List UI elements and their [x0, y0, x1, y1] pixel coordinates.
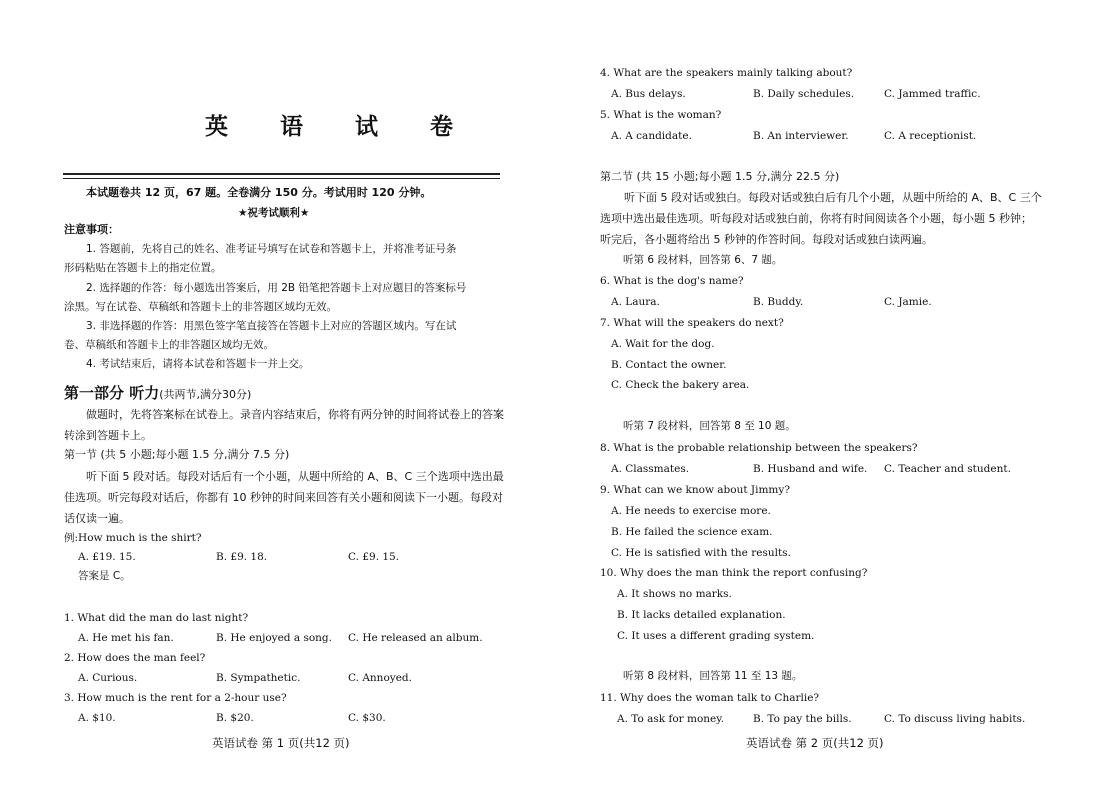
question-6-option-b: B. Buddy.	[753, 296, 804, 308]
title-rule-thin	[63, 178, 500, 179]
question-6-option-c: C. Jamie.	[884, 296, 932, 308]
question-2-option-a: A. Curious.	[78, 672, 138, 684]
question-8: 8. What is the probable relationship between the speakers?	[600, 442, 918, 454]
question-8-option-b: B. Husband and wife.	[753, 463, 868, 475]
question-7-option-b: B. Contact the owner.	[611, 359, 727, 371]
material-7-heading: 听第 7 段材料，回答第 8 至 10 题。	[623, 420, 796, 432]
question-5-option-a: A. A candidate.	[611, 130, 692, 142]
question-4-option-b: B. Daily schedules.	[753, 88, 855, 100]
question-1-option-a: A. He met his fan.	[78, 632, 174, 644]
exam-page-2	[560, 0, 1117, 800]
example-option-b: B. £9. 18.	[216, 551, 268, 563]
note-2-line-2: 涂黑。写在试卷、草稿纸和答题卡上的非答题区域均无效。	[64, 301, 337, 313]
question-7-option-c: C. Check the bakery area.	[611, 379, 750, 391]
question-11-option-a: A. To ask for money.	[617, 713, 725, 725]
question-11: 11. Why does the woman talk to Charlie?	[600, 692, 820, 704]
section-1-instructions: 听下面 5 段对话。每段对话后有一个小题，从题中所给的 A、B、C 三个选项中选出最佳选项。听完每段对话后，你都有 10 秒钟的时间来回答有关小题和阅读下一小题。每段对话仅读一遍。	[64, 470, 504, 525]
note-3-line-1: 3. 非选择题的作答：用黑色签字笔直接答在答题卡上对应的答题区域内。写在试	[86, 320, 457, 332]
question-9-option-c: C. He is satisfied with the results.	[611, 547, 791, 559]
question-5-option-c: C. A receptionist.	[884, 130, 977, 142]
question-3-option-c: C. $30.	[348, 712, 386, 724]
question-6-option-a: A. Laura.	[611, 296, 660, 308]
section-1-heading: 第一节 (共 5 小题;每小题 1.5 分,满分 7.5 分)	[64, 448, 290, 461]
part-1-subtitle: (共两节,满分30分)	[159, 388, 252, 401]
note-1-line-2: 形码粘贴在答题卡上的指定位置。	[64, 262, 222, 274]
example-option-a: A. £19. 15.	[78, 551, 136, 563]
question-10-option-c: C. It uses a different grading system.	[617, 630, 815, 642]
question-7-option-a: A. Wait for the dog.	[611, 338, 715, 350]
question-5-option-b: B. An interviewer.	[753, 130, 849, 142]
question-4: 4. What are the speakers mainly talking about?	[600, 67, 853, 79]
question-11-option-b: B. To pay the bills.	[753, 713, 852, 725]
notes-title: 注意事项：	[64, 223, 119, 236]
material-6-heading: 听第 6 段材料，回答第 6、7 题。	[623, 254, 783, 266]
material-8-heading: 听第 8 段材料，回答第 11 至 13 题。	[623, 670, 803, 682]
question-10-option-a: A. It shows no marks.	[617, 588, 732, 600]
exam-title: 英 语 试 卷	[205, 114, 476, 140]
question-4-option-a: A. Bus delays.	[611, 88, 686, 100]
example-question: 例:How much is the shirt?	[64, 532, 202, 544]
question-3: 3. How much is the rent for a 2-hour use?	[64, 692, 287, 704]
question-8-option-a: A. Classmates.	[611, 463, 690, 475]
question-10-option-b: B. It lacks detailed explanation.	[617, 609, 786, 621]
question-7: 7. What will the speakers do next?	[600, 317, 784, 329]
question-1-option-c: C. He released an album.	[348, 632, 483, 644]
good-luck-wish: ★祝考试顺利★	[238, 207, 310, 219]
question-1-option-b: B. He enjoyed a song.	[216, 632, 332, 644]
page-2-footer: 英语试卷 第 2 页(共12 页)	[746, 736, 884, 750]
title-rule-thick	[63, 173, 500, 175]
example-answer: 答案是 C。	[78, 570, 131, 582]
question-5: 5. What is the woman?	[600, 109, 722, 121]
part-1-heading	[64, 382, 251, 403]
question-2-option-b: B. Sympathetic.	[216, 672, 301, 684]
question-6: 6. What is the dog's name?	[600, 275, 744, 287]
question-2-option-c: C. Annoyed.	[348, 672, 412, 684]
note-1-line-1: 1. 答题前，先将自己的姓名、准考证号填写在试卷和答题卡上，并将准考证号条	[86, 243, 457, 255]
question-1: 1. What did the man do last night?	[64, 612, 249, 624]
question-9-option-a: A. He needs to exercise more.	[611, 505, 771, 517]
section-2-heading: 第二节 (共 15 小题;每小题 1.5 分,满分 22.5 分)	[600, 170, 840, 183]
example-option-c: C. £9. 15.	[348, 551, 400, 563]
question-3-option-a: A. $10.	[78, 712, 116, 724]
note-4: 4. 考试结束后，请将本试卷和答题卡一并上交。	[86, 358, 310, 370]
question-8-option-c: C. Teacher and student.	[884, 463, 1011, 475]
question-9-option-b: B. He failed the science exam.	[611, 526, 773, 538]
part-1-instructions: 做题时，先将答案标在试卷上。录音内容结束后，你将有两分钟的时间将试卷上的答案转涂到答题卡上。	[64, 408, 504, 442]
question-2: 2. How does the man feel?	[64, 652, 206, 664]
question-11-option-c: C. To discuss living habits.	[884, 713, 1026, 725]
question-9: 9. What can we know about Jimmy?	[600, 484, 790, 496]
section-2-instructions: 听下面 5 段对话或独白。每段对话或独白后有几个小题，从题中所给的 A、B、C 三个选项中选出最佳选项。听每段对话或独白前，你将有时间阅读各个小题，每小题 5 秒钟；听完后，各小题将给出 5 秒钟的作答时间。每段对话或独白读两遍。	[600, 191, 1042, 246]
question-4-option-c: C. Jammed traffic.	[884, 88, 981, 100]
note-2-line-1: 2. 选择题的作答：每小题选出答案后，用 2B 铅笔把答题卡上对应题目的答案标号	[86, 282, 467, 294]
question-3-option-b: B. $20.	[216, 712, 254, 724]
part-1-title: 第一部分 听力	[64, 384, 160, 402]
note-3-line-2: 卷、草稿纸和答题卡上的非答题区域均无效。	[64, 339, 274, 351]
page-1-footer: 英语试卷 第 1 页(共12 页)	[212, 736, 350, 750]
exam-intro: 本试题卷共 12 页，67 题。全卷满分 150 分。考试用时 120 分钟。	[86, 186, 432, 199]
question-10: 10. Why does the man think the report confusing?	[600, 567, 868, 579]
